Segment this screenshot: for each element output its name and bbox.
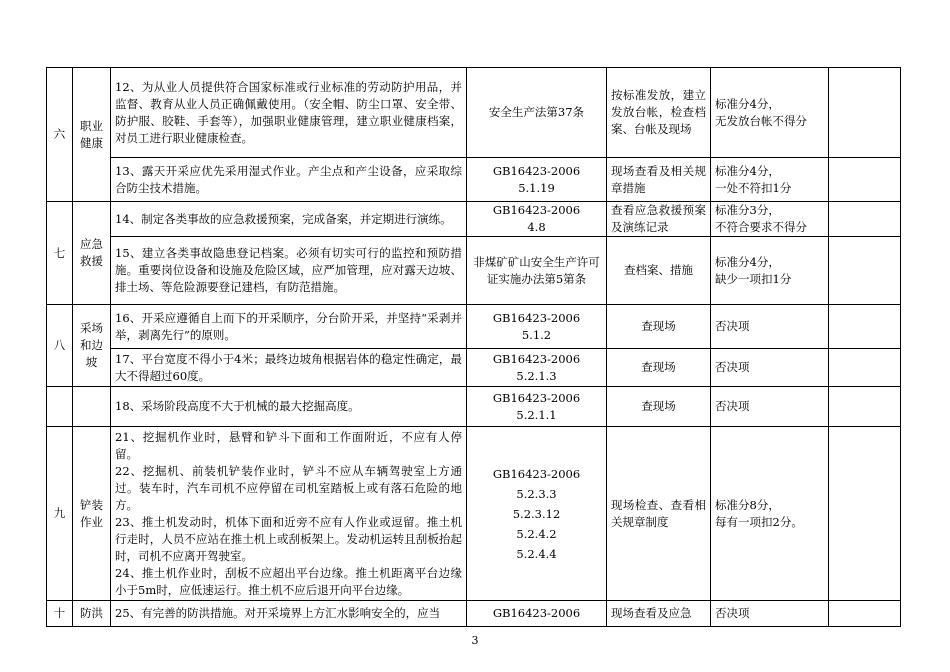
basis-line: GB16423-2006 [492,203,581,217]
section-category: 防洪 [73,601,111,627]
basis-cell [467,68,607,158]
score-cell [711,387,829,427]
score-line: 标准分3分， [715,203,780,217]
basis-line: 非煤矿矿山安全生产许可证实施办法第5第条 [473,254,600,286]
basis-cell [467,387,607,427]
basis-line: 安全生产法第37条 [488,105,585,119]
blank-cell [829,387,901,427]
basis-line: GB16423-2006 [492,390,581,405]
basis-line: 4.8 [527,220,546,234]
score-line: 标准分4分， [715,96,780,111]
blank-cell [829,202,901,237]
requirement-cell: 12、为从业人员提供符合国家标准或行业标准的劳动防护用品，并监督、教育从业人员正确佩戴使用。（安全帽、防尘口罩、安全带、防护服、胶鞋、手套等），加强职业健康管理，建立职业健康档案，对员工进行职业健康检查。 [111,68,467,158]
score-line: 标准分4分， [715,163,780,178]
table-row [47,158,901,202]
score-line: 缺少一项扣1分 [715,271,792,286]
requirement-cell: 13、露天开采应优先采用湿式作业。产尘点和产尘设备，应采取综合防尘技术措施。 [111,158,467,202]
section-category [73,387,111,427]
basis-cell [467,305,607,349]
score-line: 否决项 [715,319,750,333]
requirement-cell: 14、制定各类事故的应急救援预案，完成备案，并定期进行演练。 [111,202,467,237]
score-line: 不符合要求不得分 [715,220,807,234]
score-line: 否决项 [715,606,750,620]
score-cell [711,202,829,237]
requirement-line: 24、推土机作业时，刮板不应超出平台边缘。推土机距离平台边缘小于5m时，应低速运行。推土机不应后退开向平台边缘。 [115,565,462,597]
score-line: 每有一项扣2分。 [715,514,803,529]
method-cell: 查档案、措施 [607,237,711,305]
table-row [47,237,901,305]
score-line: 否决项 [715,399,750,413]
basis-line: 5.2.3.3 [516,486,557,501]
basis-line: GB16423-2006 [492,466,581,481]
blank-cell [829,349,901,387]
basis-cell [467,427,607,601]
requirement-cell: 16、开采应遵循自上而下的开采顺序，分台阶开采，并坚持“采剥并举，剥离先行”的原则。 [111,305,467,349]
basis-cell [467,349,607,387]
score-line: 标准分4分， [715,254,780,269]
blank-cell [829,305,901,349]
requirement-line: 23、推土机发动时，机体下面和近旁不应有人作业或逗留。推土机行走时，人员不应站在推土机上或刮板架上。发动机运转且刮板抬起时，司机不应离开驾驶室。 [115,514,462,563]
requirement-line: 21、挖掘机作业时，悬臂和铲斗下面和工作面附近，不应有人停留。 [115,429,462,461]
score-cell [711,305,829,349]
score-line: 一处不符扣1分 [715,180,792,195]
basis-line: 5.2.4.4 [516,546,557,561]
basis-cell [467,237,607,305]
score-cell [711,68,829,158]
page-number: 3 [471,634,479,647]
section-number: 十 [47,601,73,627]
method-cell: 按标准发放，建立发放台帐，检查档案、台帐及现场 [607,68,711,158]
section-number: 八 [47,305,73,387]
basis-line: 5.2.1.3 [516,368,557,383]
score-cell [711,158,829,202]
score-line: 无发放台帐不得分 [715,113,807,128]
basis-line: GB16423-2006 [492,606,581,620]
basis-line: 5.1.2 [521,327,552,342]
score-cell [711,427,829,601]
blank-cell [829,68,901,158]
requirement-cell [111,427,467,601]
table-row [47,305,901,349]
basis-cell [467,158,607,202]
basis-cell [467,202,607,237]
basis-line: GB16423-2006 [492,351,581,366]
section-number [47,387,73,427]
blank-cell [829,158,901,202]
score-line: 否决项 [715,360,750,374]
basis-cell [467,601,607,627]
table-row [47,387,901,427]
method-cell: 查看应急救援预案及演练记录 [607,202,711,237]
score-cell [711,601,829,627]
blank-cell [829,427,901,601]
method-cell: 现场检查、查看相关规章制度 [607,427,711,601]
section-number: 六 [47,68,73,202]
basis-line: 5.1.19 [518,180,555,195]
method-cell: 现场查看及相关规章措施 [607,158,711,202]
method-cell: 查现场 [607,387,711,427]
basis-line: 5.2.1.1 [516,407,557,422]
table-row [47,427,901,601]
score-line: 标准分8分， [715,497,780,512]
score-cell [711,349,829,387]
blank-cell [829,601,901,627]
method-cell: 查现场 [607,349,711,387]
section-category: 采场和边坡 [73,305,111,387]
table-row [47,68,901,158]
requirement-cell: 25、有完善的防洪措施。对开采境界上方汇水影响安全的，应当 [111,601,467,627]
basis-line: 5.2.3.12 [512,506,561,521]
section-number: 七 [47,202,73,305]
section-category: 应急救援 [73,202,111,305]
table-body [47,68,901,627]
requirement-cell: 18、采场阶段高度不大于机械的最大挖掘高度。 [111,387,467,427]
method-cell: 查现场 [607,305,711,349]
inspection-table [46,67,901,627]
section-category: 铲装作业 [73,427,111,601]
requirement-cell: 17、平台宽度不得小于4米；最终边坡角根据岩体的稳定性确定，最大不得超过60度。 [111,349,467,387]
section-number: 九 [47,427,73,601]
blank-cell [829,237,901,305]
basis-line: GB16423-2006 [492,310,581,325]
method-cell: 现场查看及应急 [607,601,711,627]
table-row [47,202,901,237]
table-row [47,601,901,627]
basis-line: GB16423-2006 [492,163,581,178]
basis-line: 5.2.4.2 [516,526,557,541]
requirement-cell: 15、建立各类事故隐患登记档案。必须有切实可行的监控和预防措施。重要岗位设备和设施及危险区域，应严加管理，应对露天边坡、排土场、等危险源要登记建档，有防范措施。 [111,237,467,305]
score-cell [711,237,829,305]
table-row [47,349,901,387]
section-category: 职业健康 [73,68,111,202]
requirement-line: 22、挖掘机、前装机铲装作业时，铲斗不应从车辆驾驶室上方通过。装车时，汽车司机不应停留在司机室踏板上或有落石危险的地方。 [115,463,462,512]
